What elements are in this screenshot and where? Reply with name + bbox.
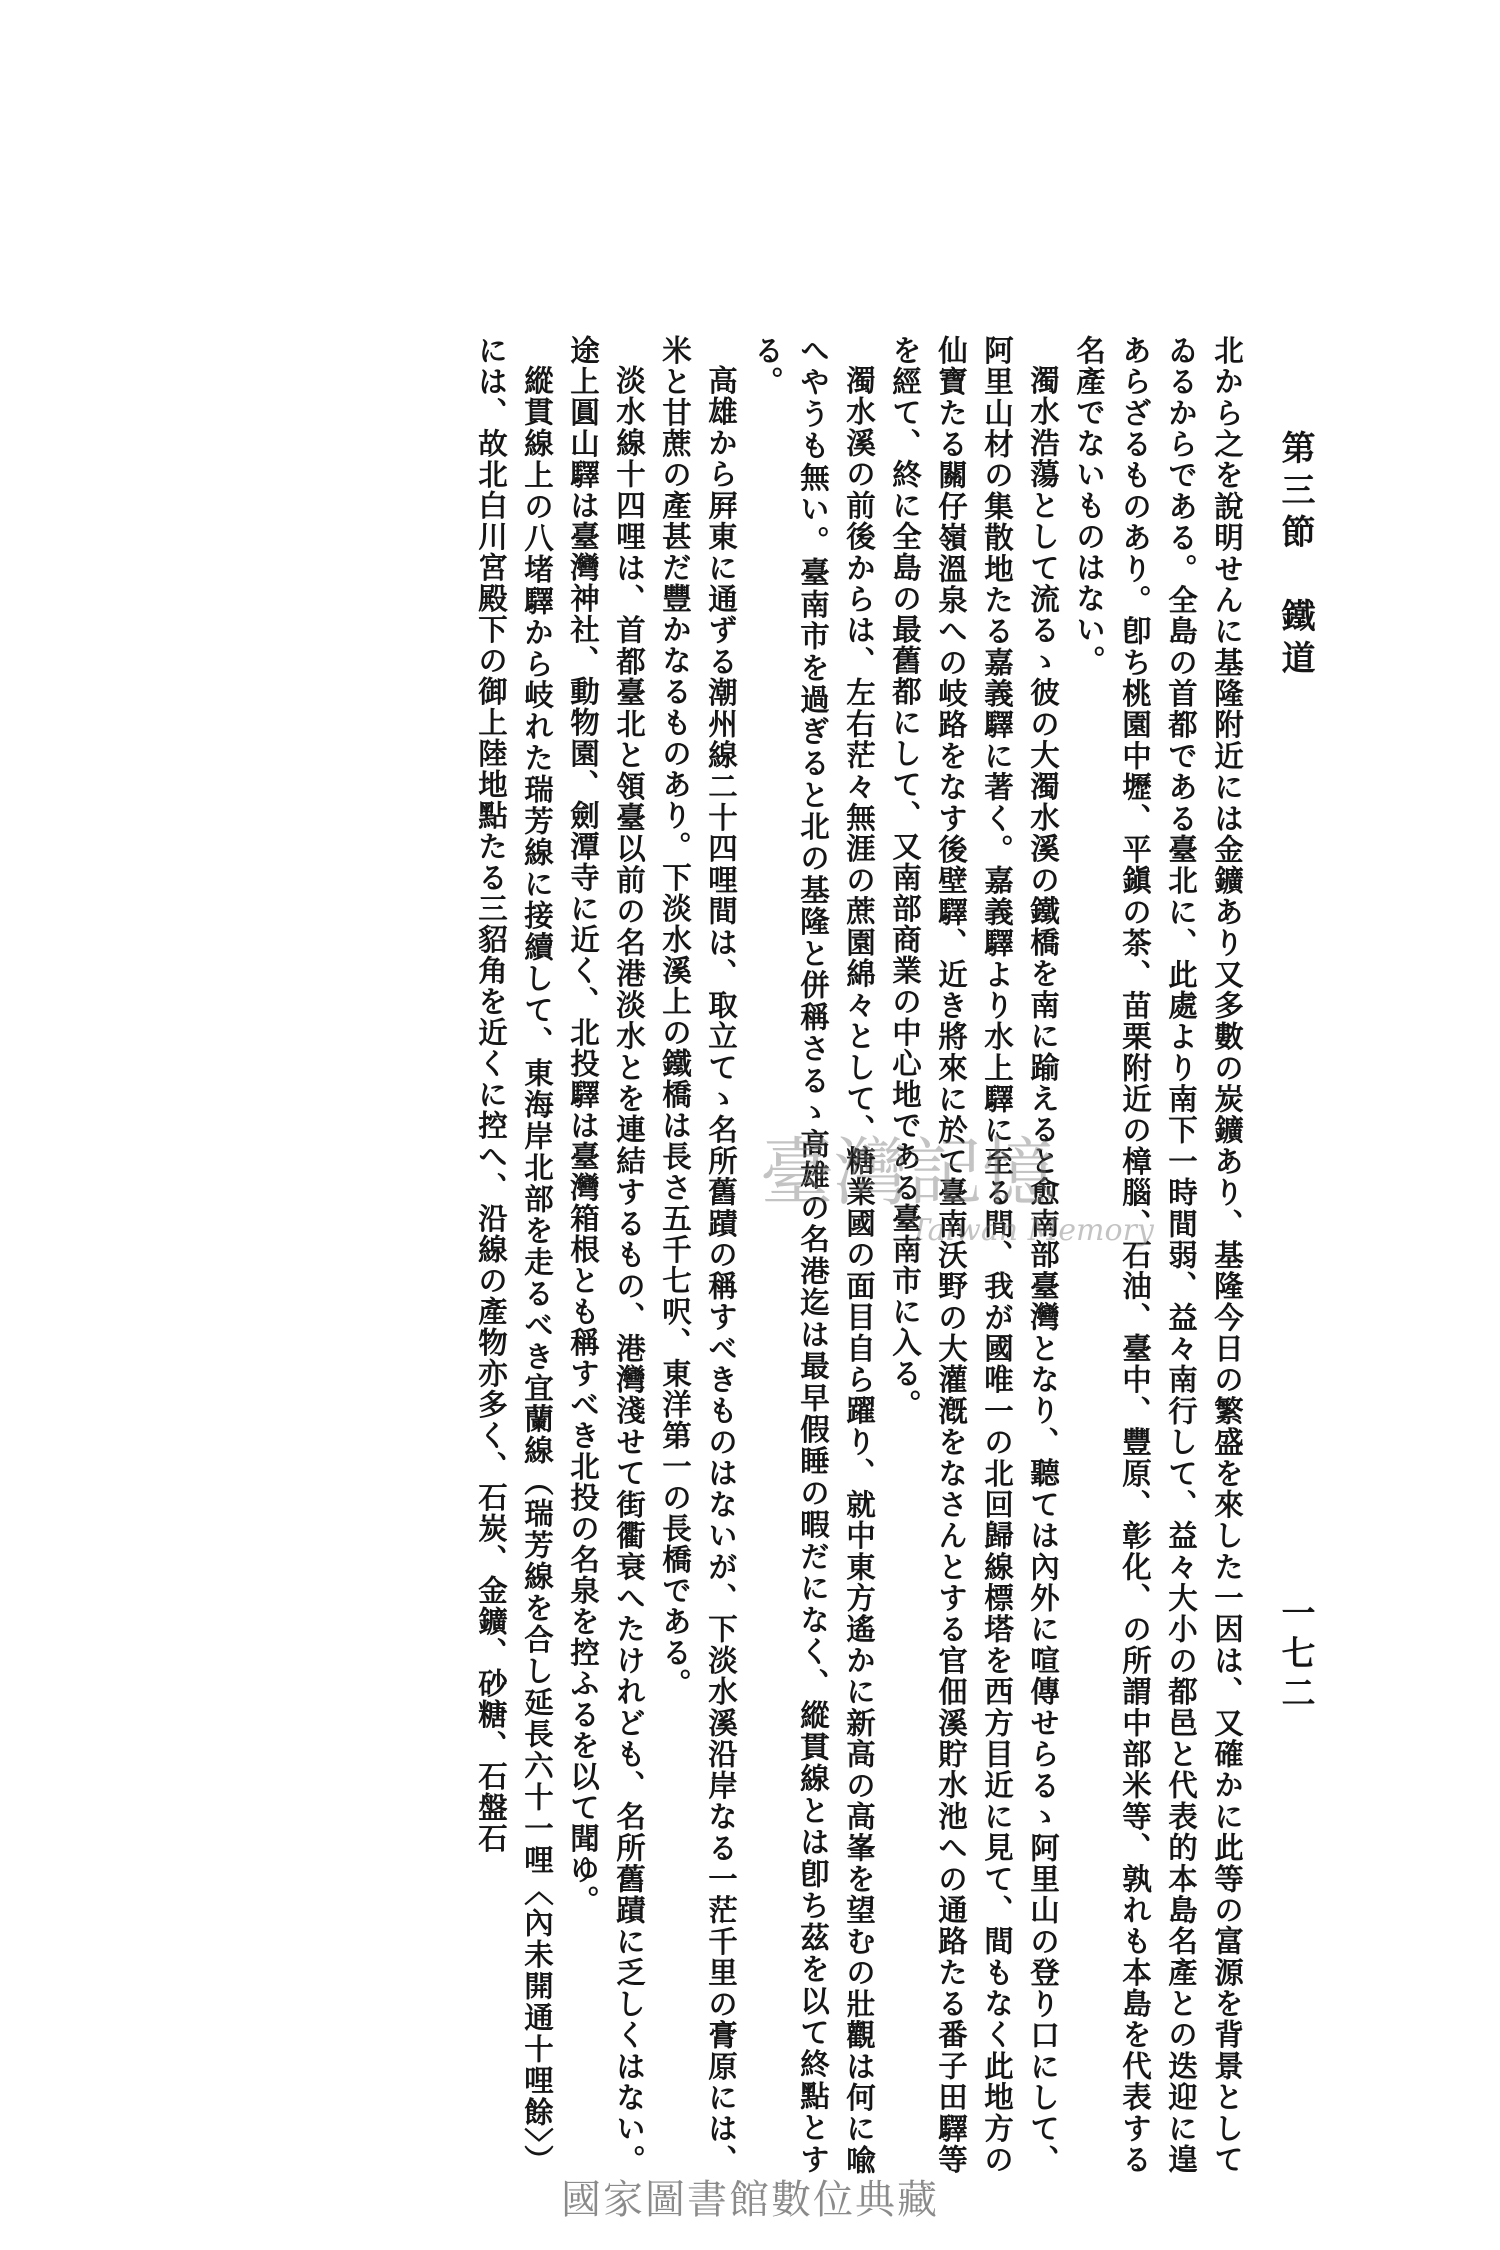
paragraph-6: 縱貫線上の八堵驛から岐れた瑞芳線に接續して、東海岸北部を走るべき宜蘭線（瑞芳線を合し延長六十一哩〈內未開通十哩餘〉）には、故北白川宮殿下の御上陸地點たる三貂角を近くに控へ、沿線の產物亦多く、石炭、金鑛、砂糖、石盤石 bbox=[474, 335, 555, 2175]
paragraph-2: 濁水浩蕩として流るゝ彼の大濁水溪の鐵橋を南に踰えると愈南部臺灣となり、聽ては內外に喧傳せらるゝ阿里山の登り口にして、阿里山材の集散地たる嘉義驛に著く。嘉義驛より水上驛に至る間、我が國唯一の北回歸線標塔を西方目近に見て、間もなく此地方の仙寶たる關仔嶺溫泉への岐路をなす後壁驛、近き將來に於て臺南沃野の大灌漑をなさんとする官佃溪貯水池への通路たる番子田驛等を經て、終に全島の最舊都にして、又南部商業の中心地である臺南市に入る。 bbox=[888, 335, 1061, 2176]
paragraph-4: 高雄から屛東に通ずる潮州線二十四哩間は、取立てゝ名所舊蹟の稱すべきものはないが、下淡水溪沿岸なる一茫千里の膏原には、米と甘蔗の產甚だ豐かなるものあり。下淡水溪上の鐵橋は長さ五千七呎、東洋第一の長橋である。 bbox=[658, 335, 739, 2175]
library-credit-footer: 國家圖書館數位典藏 bbox=[561, 2177, 939, 2223]
watermark-subtext: Taiwan Memory bbox=[910, 1213, 1154, 1248]
running-header-section-title: 第三節 鐵道 bbox=[1275, 430, 1315, 682]
watermark-text: 臺灣記憶 bbox=[760, 1130, 1056, 1216]
paragraph-1: 北から之を說明せんに基隆附近には金鑛あり又多數の炭鑛あり、基隆今日の繁盛を來した一因は、又確かに此等の富源を背景としてゐるからである。全島の首都である臺北に、此處より南下一時間弱、益々南行して、益々大小の都邑と代表的本島名產との迭迎に遑あらざるものあり。卽ち桃園中壢、平鎭の茶、苗栗附近の樟腦、石油、臺中、豐原、彰化、の所謂中部米等、孰れも本島を代表する名產でないものはない。 bbox=[1072, 335, 1245, 2175]
paragraph-3: 濁水溪の前後からは、左右茫々無涯の蔗園綿々として、糖業國の面目自ら躍り、就中東方遙かに新高の高峯を望むの壯觀は何に喩へやうも無い。臺南市を過ぎると北の基隆と併稱さるゝ高雄の名港迄は最早假睡の暇だになく、縱貫線とは卽ち茲を以て終點とする。 bbox=[750, 335, 877, 2175]
body-text-block bbox=[230, 335, 1250, 2175]
paragraph-5: 淡水線十四哩は、首都臺北と領臺以前の名港淡水とを連結するもの、港灣淺せて街衢衰へたけれども、名所舊蹟に乏しくはない。途上圓山驛は臺灣神社、動物園、劍潭寺に近く、北投驛は臺灣箱根とも稱すべき北投の名泉を控ふるを以て聞ゆ。 bbox=[566, 335, 647, 2175]
page-number: 一七二 bbox=[1275, 1595, 1315, 1715]
